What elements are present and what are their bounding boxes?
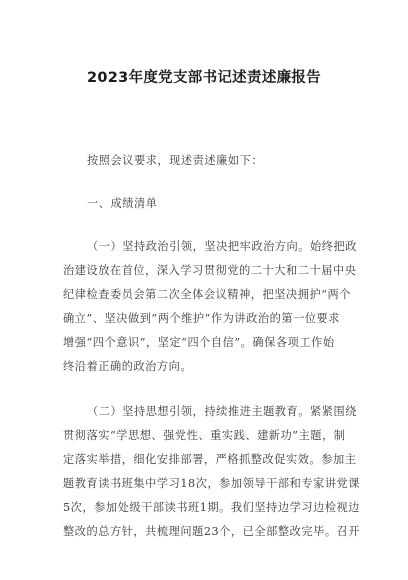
paragraph-line: 整改的总方针，共梳理问题23个，已全部整改完毕。召开 — [63, 525, 361, 538]
paragraph-line: 纪律检查委员会第二次全体会议精神，把坚决拥护“两个 — [63, 288, 351, 301]
paragraph-line: 题教育读书班集中学习18次，参加领导干部和专家讲党课 — [63, 477, 361, 490]
paragraph-line: 5次，参加处级干部读书班1期。我们坚持边学习边检视边 — [63, 501, 361, 514]
paragraph-line: 定落实举措，细化安排部署，严格抓整改促实效。参加主 — [63, 453, 357, 466]
section-heading: 一、成绩清单 — [87, 197, 158, 210]
paragraph-line: （一）坚持政治引领，坚决把牢政治方向。始终把政 — [87, 240, 357, 253]
paragraph-line: 增强“四个意识”，坚定“四个自信”。确保各项工作始 — [63, 336, 335, 349]
paragraph-line: 治建设放在首位，深入学习贯彻党的二十大和二十届中央 — [63, 264, 357, 277]
paragraph-line: 确立”、坚决做到“两个维护”作为讲政治的第一位要求 — [63, 312, 341, 325]
paragraph-line: 终沿着正确的政治方向。 — [63, 360, 193, 373]
intro-text: 按照会议要求，现述责述廉如下： — [87, 154, 264, 167]
document-title: 2023年度党支部书记述责述廉报告 — [87, 70, 321, 86]
paragraph-line: 贯彻落实“学思想、强党性、重实践、建新功”主题，制 — [63, 429, 346, 442]
paragraph-line: （二）坚持思想引领，持续推进主题教育。紧紧围绕 — [87, 405, 357, 418]
